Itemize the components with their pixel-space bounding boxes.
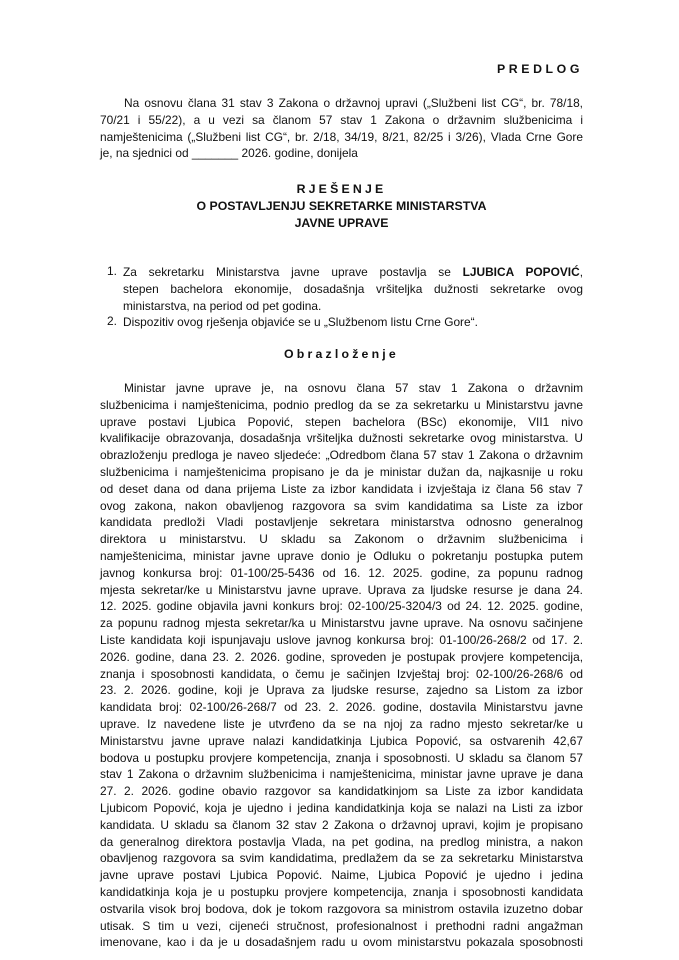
reasoning-line: kandidata predloži Vladi postavljenje sekretara ministarstva odnosno generalnog <box>100 515 583 530</box>
preamble-line: 70/21 i 55/22), a u vezi sa članom 57 stav 1 Zakona o državnim službenicima i <box>100 112 583 127</box>
reasoning-line: kandidata broj: 02-100/26-268/7 od 23. 2. 2026. godine, dostavila Ministarstvu javne <box>100 700 583 715</box>
reasoning-line: uprave postavi Ljubica Popović, stepen bachelora (BSc) ekonomije, VII1 nivo <box>100 414 583 429</box>
reasoning-line: Ljubicom Popović, koja je ujedno i jedina kandidatkinja koja se nalazi na Listi za izbor <box>100 800 583 815</box>
appointee-name: LJUBICA POPOVIĆ <box>462 265 580 279</box>
reasoning-line: Ministarstvu javne uprave nalazi kandidatkinja Ljubica Popović, sa ostvarenih 42,67 <box>100 733 583 748</box>
reasoning-line: ostvarila visok broj bodova, dok je tokom razgovora sa ministrom ostavila izuzetno dobar <box>100 901 583 916</box>
reasoning-line: ovog zakona, nakon obavljenog razgovora sa svim kandidatima sa Liste za izbor <box>100 498 583 513</box>
item-line: ministarstva, na period od pet godina. <box>123 298 322 313</box>
dispositive-item-1 <box>100 264 583 314</box>
reasoning-line: da generalnog direktora postavlja Vlada, na pet godina, na predlog ministra, a nakon <box>100 834 583 849</box>
reasoning-line: utisak. S tim u vezi, cijeneći stručnost, profesionalnost i prethodni radni angažman <box>100 918 583 933</box>
item-text: , <box>579 265 583 279</box>
reasoning-line: javne uprave postavi Ljubica Popović. Naime, Ljubica Popović je ujedno i jedina <box>100 868 583 883</box>
document-status-label: PREDLOG <box>496 62 583 76</box>
reasoning-line: za popunu radnog mjesta sekretar/ka u Ministarstvu javne uprave. Na osnovu sačinjene <box>100 616 583 631</box>
reasoning-line: uprave. Iz navedene liste je utvrđeno da se na njoj za radno mjesto sekretar/ke u <box>100 716 583 731</box>
reasoning-line: imenovane, kao i da je u dosadašnjem radu u ovom ministarstvu pokazala sposobnosti <box>100 935 583 950</box>
reasoning-line: stav 1 Zakona o državnim službenicima i namještenicima, ministar javne uprave je dana <box>100 767 583 782</box>
reasoning-line: Ministar javne uprave je, na osnovu člana 57 stav 1 Zakona o državnim <box>124 381 583 395</box>
reasoning-line: 23. 2. 2026. godine, koji je Uprava za ljudske resurse, zajedno sa Listom za izbor <box>100 683 583 698</box>
reasoning-line: obavljenog razgovora sa svim kandidatima, predlažem da se za sekretarku Ministarstva <box>100 851 583 866</box>
reasoning-line: kvalifikacije obrazovanja, dosadašnja vršiteljka dužnosti sekretarke ovog ministarstva. U <box>100 431 583 446</box>
preamble-line: namještenicima („Službeni list CG“, br. 2/18, 34/19, 8/21, 82/25 i 3/26), Vlada Crne Gore <box>100 129 583 144</box>
preamble <box>100 95 583 162</box>
item-line: stepen bachelora ekonomije, dosadašnja vršiteljka dužnosti sekretarke ovog <box>123 281 583 296</box>
reasoning-line: znanja i sposobnosti kandidata, o čemu je sačinjen Izvještaj broj: 02-100/26-268/6 od <box>100 666 583 681</box>
reasoning-line: službenicima i namještenicima, podnio predlog da se za sekretarku u Ministarstvu javne <box>100 397 583 412</box>
reasoning-body <box>100 380 583 951</box>
reasoning-line: bodova u postupku provjere kompetencija, znanja i sposobnosti. U skladu sa članom 57 <box>100 750 583 765</box>
reasoning-heading-block <box>100 346 583 363</box>
item-line <box>123 264 583 281</box>
preamble-line: je, na sjednici od _______ 2026. godine, donijela <box>100 146 358 161</box>
reasoning-line: kandidata. U skladu sa članom 32 stav 2 Zakona o državnoj upravi, kojim je propisano <box>100 817 583 832</box>
reasoning-heading: Obrazloženje <box>284 347 399 361</box>
item-number: 1. <box>107 264 117 278</box>
reasoning-line: javnog konkursa broj: 01-100/25-5436 od 16. 12. 2025. godine, za popunu radnog <box>100 565 583 580</box>
reasoning-line: Liste kandidata koji ispunjavaju uslove javnog konkursa broj: 01-100/26-268/2 od 17. 2. <box>100 632 583 647</box>
document-title <box>100 181 583 232</box>
reasoning-line: namještenicima, ministar javne uprave donio je Odluku o pokretanju postupka putem <box>100 548 583 563</box>
reasoning-line: direktora u ministarstvu. U skladu sa Zakonom o državnim službenicima i <box>100 532 583 547</box>
item-text: Za sekretarku Ministarstva javne uprave postavlja se <box>123 265 451 279</box>
reasoning-line: 27. 2. 2026. godine obavio razgovor sa kandidatkinjom sa Liste za izbor kandidata <box>100 784 583 799</box>
reasoning-line: službenicima i namještenicima propisano je da je ministar dužan da, najkasnije u roku <box>100 464 583 479</box>
item-number: 2. <box>107 314 117 329</box>
title-rjesenje: RJEŠENJE <box>296 182 387 196</box>
preamble-line: Na osnovu člana 31 stav 3 Zakona o državnoj upravi („Službeni list CG“, br. 78/18, <box>124 96 583 110</box>
reasoning-line: 2026. godine, dana 23. 2. 2026. godine, sproveden je postupak provjere kompetencija, <box>100 649 583 664</box>
item-line: Dispozitiv ovog rješenja objaviće se u „Službenom listu Crne Gore“. <box>123 315 478 330</box>
reasoning-line: 12. 2025. godine objavila javni konkurs broj: 02-100/25-3204/3 od 24. 12. 2025. godine, <box>100 599 583 614</box>
reasoning-line: mjesta sekretar/ke u Ministarstvu javne uprave. Uprava za ljudske resurse je dana 24. <box>100 582 583 597</box>
reasoning-line: od deset dana od dana prijema Liste za izbor kandidata i izvještaja iz člana 56 stav 7 <box>100 481 583 496</box>
title-subject: O POSTAVLJENJU SEKRETARKE MINISTARSTVA <box>196 199 487 213</box>
dispositive-list <box>100 264 583 331</box>
reasoning-line: obrazloženju predloga je naveo sljedeće: „Odredbom člana 57 stav 1 Zakona o državnim <box>100 448 583 463</box>
title-subject-cont: JAVNE UPRAVE <box>294 216 389 230</box>
reasoning-line: kandidatkinja koja je u postupku provjere kompetencija, znanja i sposobnosti kandidata <box>100 884 583 899</box>
dispositive-item-2 <box>100 314 583 331</box>
